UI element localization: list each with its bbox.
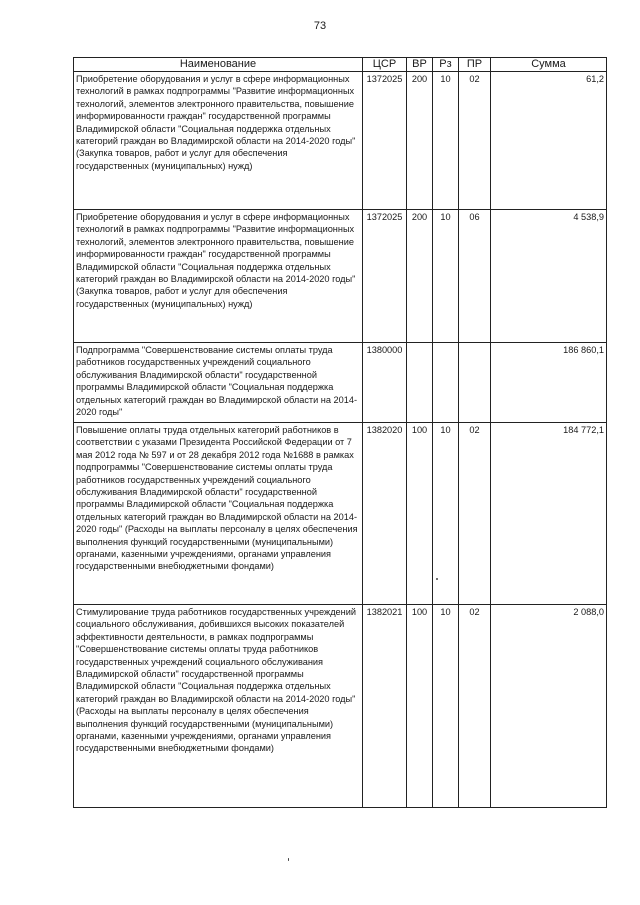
row-pr: 02 [459,72,491,210]
table-header-row [74,58,607,72]
row-rz: 10 [433,72,459,210]
row-vr [407,343,433,423]
row-pr: 06 [459,210,491,343]
row-code: 1372025 [363,210,407,343]
header-pr: ПР [459,58,491,72]
header-vr: ВР [407,58,433,72]
page-number: 73 [313,20,327,32]
row-name: Подпрограмма "Совершенствование системы оплаты труда работников государственных учреждений социального обслуживания Владимирской области" государственной программы Владимирской области "Социальная поддержка отдельных категорий граждан во Владимирской области на 2014-2020 годы" [74,343,363,423]
row-code: 1372025 [363,72,407,210]
header-name: Наименование [74,58,363,72]
table-row [74,423,607,605]
table-row [74,210,607,343]
header-rz: Рз [433,58,459,72]
scan-speck [288,858,289,861]
budget-table [73,57,607,808]
row-name: Повышение оплаты труда отдельных категорий работников в соответствии с указами Президента Российской Федерации от 7 мая 2012 года № 597 и от 28 декабря 2012 года №1688 в рамках подпрограммы "Совершенствование системы оплаты труда работников государственных учреждений социального обслуживания Владимирской области" государственной программы Владимирской области "Социальная поддержка отдельных категорий граждан во Владимирской области на 2014-2020 годы" (Расходы на выплаты персоналу в целях обеспечения выполнения функций государственными (муниципальными) органами, казенными учреждениями, органами управления государственными внебюджетными фондами) [74,423,363,605]
row-code: 1382021 [363,605,407,808]
row-code: 1382020 [363,423,407,605]
table-row [74,605,607,808]
scan-speck [436,578,438,580]
row-vr: 200 [407,72,433,210]
row-sum: 184 772,1 [491,423,607,605]
row-code: 1380000 [363,343,407,423]
header-sum: Сумма [491,58,607,72]
row-sum: 186 860,1 [491,343,607,423]
row-name: Приобретение оборудования и услуг в сфере информационных технологий в рамках подпрограммы "Развитие информационных технологий, элементов электронного правительства, повышение информированности граждан" государственной программы Владимирской области "Социальная поддержка отдельных категорий граждан во Владимирской области на 2014-2020 годы" (Закупка товаров, работ и услуг для обеспечения государственных (муниципальных) нужд) [74,72,363,210]
row-vr: 100 [407,605,433,808]
row-rz [433,343,459,423]
table-row [74,72,607,210]
row-vr: 100 [407,423,433,605]
row-sum: 61,2 [491,72,607,210]
row-pr [459,343,491,423]
row-sum: 4 538,9 [491,210,607,343]
row-vr: 200 [407,210,433,343]
row-pr: 02 [459,605,491,808]
row-sum: 2 088,0 [491,605,607,808]
row-pr: 02 [459,423,491,605]
header-code: ЦСР [363,58,407,72]
row-name: Приобретение оборудования и услуг в сфере информационных технологий в рамках подпрограммы "Развитие информационных технологий, элементов электронного правительства, повышение информированности граждан" государственной программы Владимирской области "Социальная поддержка отдельных категорий граждан во Владимирской области на 2014-2020 годы" (Закупка товаров, работ и услуг для обеспечения государственных (муниципальных) нужд) [74,210,363,343]
row-rz: 10 [433,210,459,343]
row-rz: 10 [433,423,459,605]
row-name: Стимулирование труда работников государственных учреждений социального обслуживания, добившихся высоких показателей эффективности деятельности, в рамках подпрограммы "Совершенствование системы оплаты труда работников государственных учреждений социального обслуживания Владимирской области" государственной программы Владимирской области "Социальная поддержка отдельных категорий граждан во Владимирской области на 2014-2020 годы" (Расходы на выплаты персоналу в целях обеспечения выполнения функций государственными (муниципальными) органами, казенными учреждениями, органами управления государственными внебюджетными фондами) [74,605,363,808]
table-row [74,343,607,423]
row-rz: 10 [433,605,459,808]
